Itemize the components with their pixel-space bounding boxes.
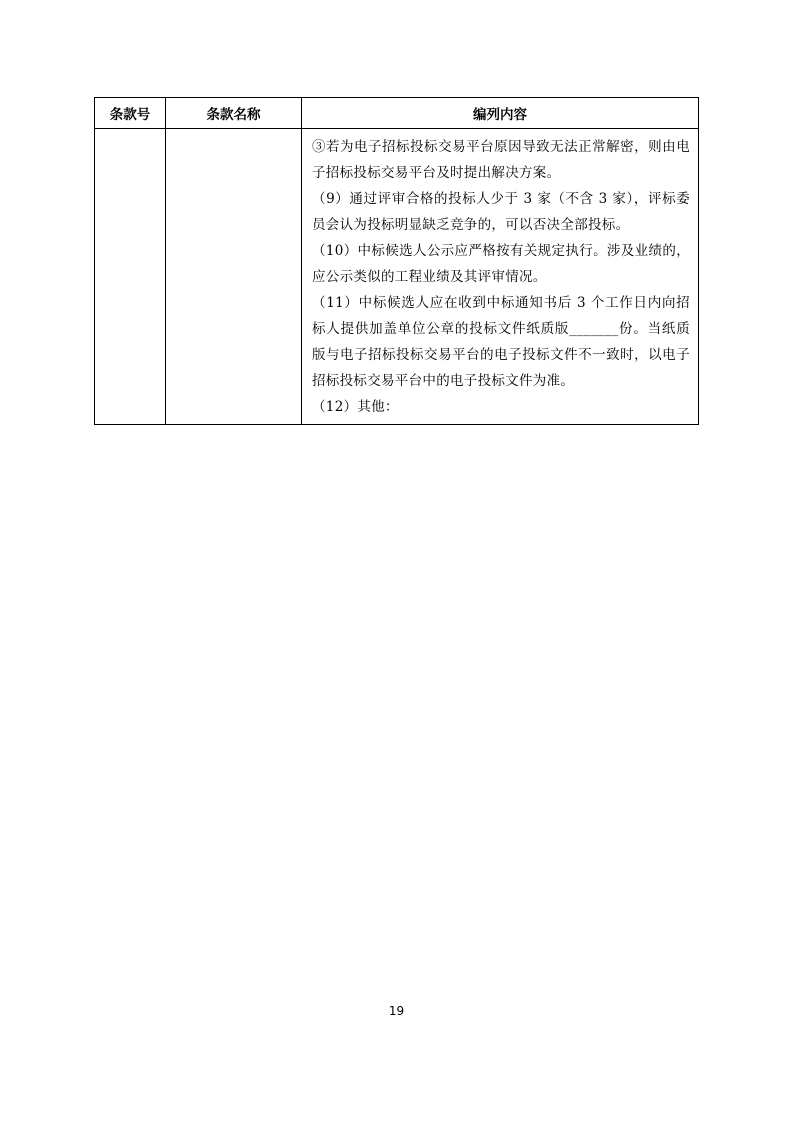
cell-clause-no [95,129,166,425]
cell-clause-name [166,129,302,425]
content-paragraph-11: （11）中标候选人应在收到中标通知书后 3 个工作日内向招标人提供加盖单位公章的投标文件纸质版_______份。当纸质版与电子招标投标交易平台的电子投标文件不一致时，以电子招标投标交易平台中的电子投标文件为准。 [312,295,690,389]
header-content: 编列内容 [302,98,699,129]
header-clause-name: 条款名称 [166,98,302,129]
content-paragraph-12: （12）其他： [312,399,399,415]
page-number: 19 [388,1004,405,1018]
content-paragraph-9: （9）通过评审合格的投标人少于 3 家（不含 3 家），评标委员会认为投标明显缺乏竞争的，可以否决全部投标。 [312,191,690,233]
table-header [95,98,699,129]
header-clause-no: 条款号 [95,98,166,129]
clause-table [94,97,699,425]
content-paragraph-10: （10）中标候选人公示应严格按有关规定执行。涉及业绩的，应公示类似的工程业绩及其评审情况。 [312,243,690,285]
table-row [95,129,699,425]
content-paragraph-decryption: ③若为电子招标投标交易平台原因导致无法正常解密，则由电子招标投标交易平台及时提出解决方案。 [312,139,690,181]
header-row [95,98,699,129]
cell-content [302,129,699,425]
